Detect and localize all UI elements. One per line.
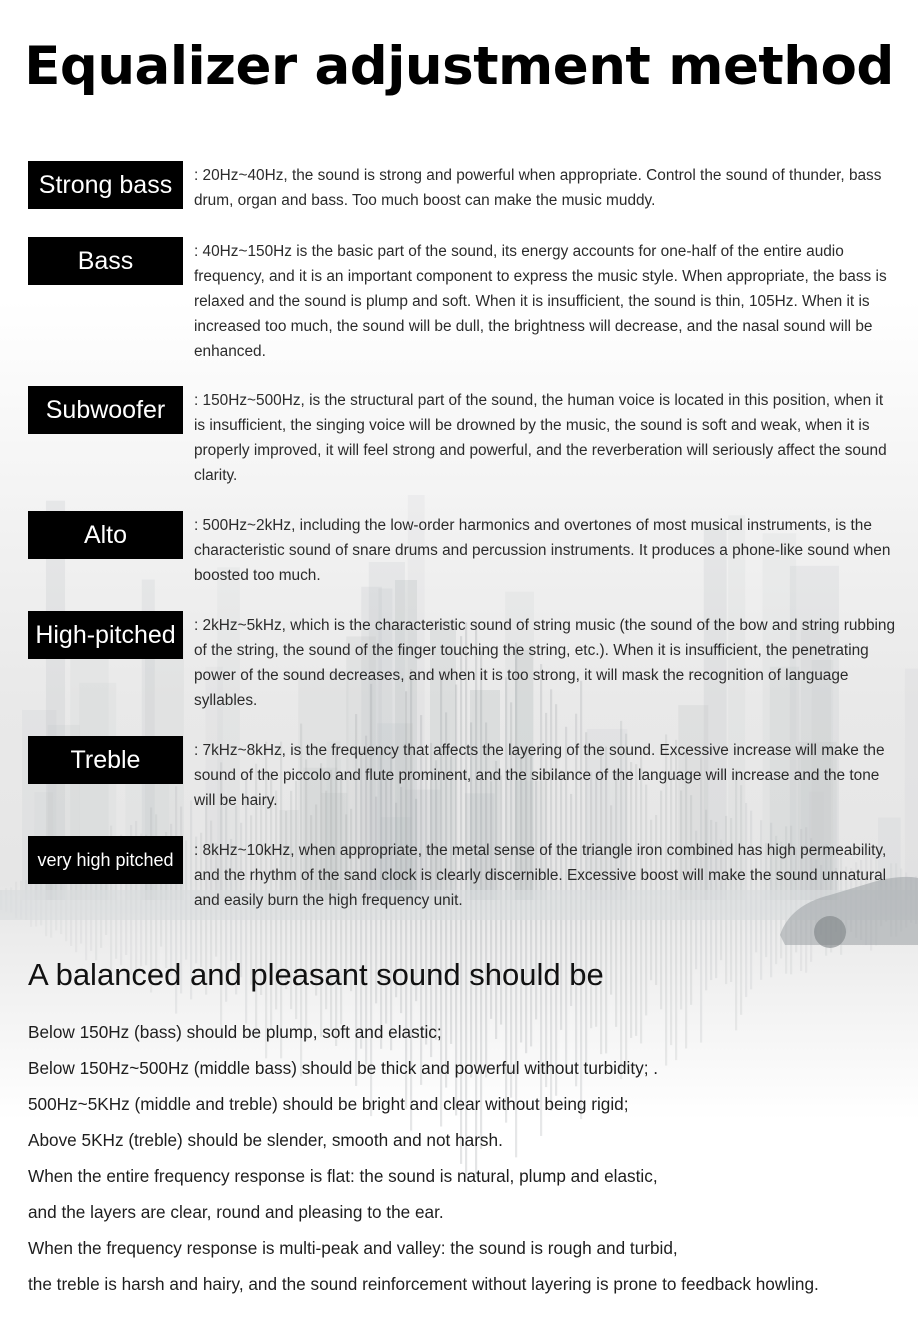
band-label: Bass: [28, 237, 183, 285]
band-label: Subwoofer: [28, 386, 183, 434]
list-item: Below 150Hz~500Hz (middle bass) should be thick and powerful without turbidity; .: [28, 1058, 659, 1078]
band-description: : 150Hz~500Hz, is the structural part of the sound, the human voice is located in this position, when it is insufficient, the singing voice will be drowned by the music, the sound is soft and weak, when it is properly improved, it will feel strong and powerful, and the reverberation will seriously affect the sound clarity.: [194, 392, 887, 484]
band-label: Strong bass: [28, 161, 183, 209]
list-item: the treble is harsh and hairy, and the sound reinforcement without layering is prone to feedback howling.: [28, 1274, 819, 1294]
band-label: Treble: [28, 736, 183, 784]
band-label: High-pitched: [28, 611, 183, 659]
list-item: When the entire frequency response is flat: the sound is natural, plump and elastic,: [28, 1166, 658, 1186]
band-description: : 500Hz~2kHz, including the low-order harmonics and overtones of most musical instruments, is the characteristic sound of snare drums and percussion instruments. It produces a phone-like sound when boosted too much.: [194, 517, 891, 584]
list-item: and the layers are clear, round and pleasing to the ear.: [28, 1202, 444, 1222]
band-label: Alto: [28, 511, 183, 559]
band-label: very high pitched: [28, 836, 183, 884]
list-item: 500Hz~5KHz (middle and treble) should be bright and clear without being rigid;: [28, 1094, 629, 1114]
list-item: Below 150Hz (bass) should be plump, soft and elastic;: [28, 1022, 442, 1042]
band-description: : 7kHz~8kHz, is the frequency that affects the layering of the sound. Excessive increase will make the sound of the piccolo and flute prominent, and the sibilance of the language will increase and the tone will be hairy.: [194, 742, 885, 809]
page-title: Equalizer adjustment method: [24, 36, 894, 97]
list-item: Above 5KHz (treble) should be slender, smooth and not harsh.: [28, 1130, 503, 1150]
band-description: : 2kHz~5kHz, which is the characteristic sound of string music (the sound of the bow and string rubbing of the string, the sound of the finger touching the string, etc.). When it is insufficient, the penetrating power of the sound decreases, and when it is too strong, it will mask the recognition of language syllables.: [194, 617, 896, 709]
band-description: : 8kHz~10kHz, when appropriate, the metal sense of the triangle iron combined has high permeability, and the rhythm of the sand clock is clearly discernible. Excessive boost will make the sound unnatural and easily burn the high frequency unit.: [194, 842, 887, 909]
band-description: : 40Hz~150Hz is the basic part of the sound, its energy accounts for one-half of the entire audio frequency, and it is an important component to express the music style. When appropriate, the bass is relaxed and the sound is plump and soft. When it is insufficient, the sound is thin, 105Hz. When it is increased too much, the sound will be dull, the brightness will decrease, and the nasal sound will be enhanced.: [194, 243, 887, 360]
band-description: : 20Hz~40Hz, the sound is strong and powerful when appropriate. Control the sound of thunder, bass drum, organ and bass. Too much boost can make the music muddy.: [194, 167, 882, 209]
list-item: When the frequency response is multi-peak and valley: the sound is rough and turbid,: [28, 1238, 678, 1258]
balanced-sound-heading: A balanced and pleasant sound should be: [28, 957, 604, 992]
balanced-sound-list: [28, 1014, 819, 1302]
